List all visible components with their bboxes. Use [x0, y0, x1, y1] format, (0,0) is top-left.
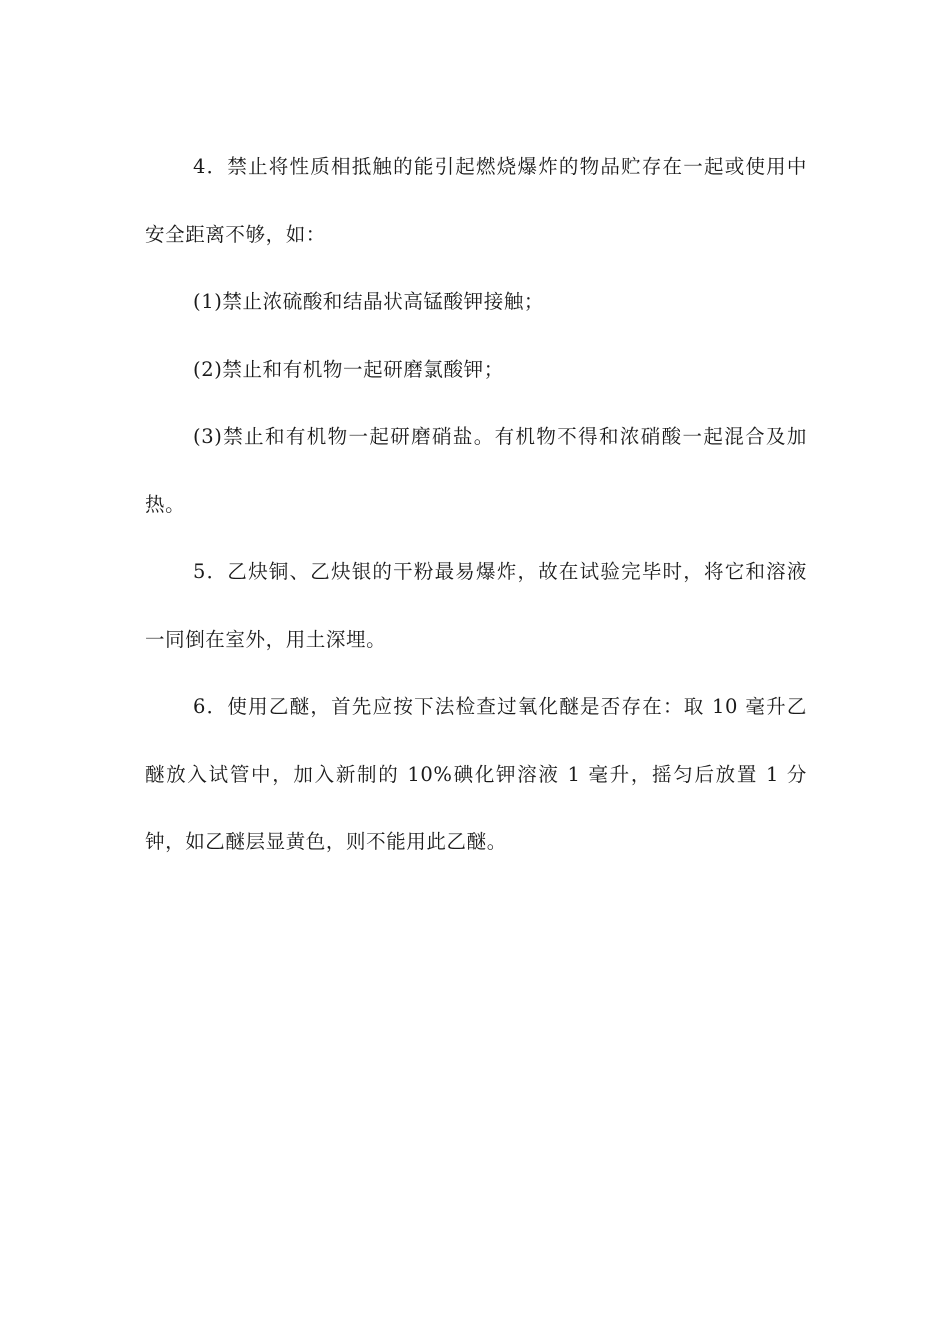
paragraph-item-4: 4．禁止将性质相抵触的能引起燃烧爆炸的物品贮存在一起或使用中安全距离不够，如：	[145, 155, 807, 246]
paragraph-subitem-1: (1)禁止浓硫酸和结晶状高锰酸钾接触；	[193, 290, 545, 313]
paragraph-subitem-3: (3)禁止和有机物一起研磨硝盐。有机物不得和浓硝酸一起混合及加热。	[145, 425, 807, 516]
paragraph-item-5: 5．乙炔铜、乙炔银的干粉最易爆炸，故在试验完毕时，将它和溶液一同倒在室外，用土深埋。	[145, 560, 807, 651]
paragraph-subitem-2: (2)禁止和有机物一起研磨氯酸钾；	[193, 357, 504, 381]
document-body	[145, 133, 807, 876]
paragraph-item-6: 6．使用乙醚，首先应按下法检查过氧化醚是否存在：取 10 毫升乙醚放入试管中，加入新制的 10%碘化钾溶液 1 毫升，摇匀后放置 1 分钟，如乙醚层显黄色，则不能用此乙醚。	[145, 695, 807, 853]
